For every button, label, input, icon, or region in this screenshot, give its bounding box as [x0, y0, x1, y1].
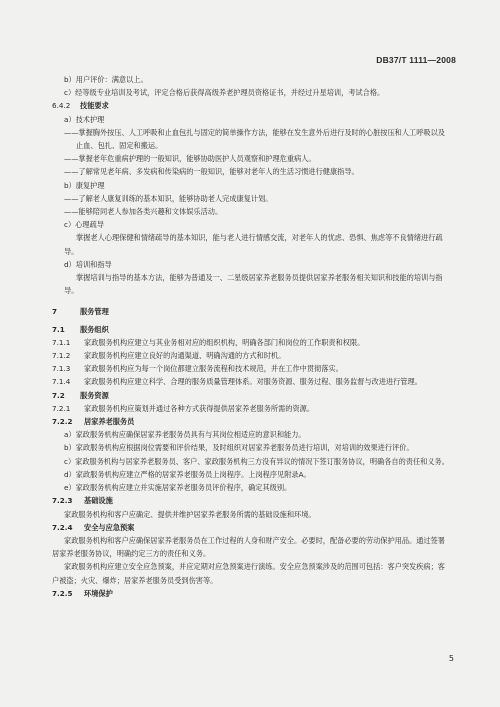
section-number: 7.2.2: [52, 417, 73, 427]
list-item: ——了解常见老年病、多发病和传染病的一般知识，能够对老年人的生活习惯进行健康指导。: [64, 167, 359, 177]
section-title: 服务组织: [80, 324, 109, 334]
clause-text: 家政服务机构应建立与其业务相对应的组织机构，明确各部门和岗位的工作职责和权限。: [84, 337, 365, 347]
list-item: d）家政服务机构应建立严格的居家养老服务员上岗程序。上岗程序见附录A。: [64, 469, 311, 479]
section-heading: [52, 323, 452, 336]
section-heading: [52, 521, 452, 534]
clause: [52, 336, 452, 349]
clause: [52, 402, 452, 415]
clause-text: 家政服务机构应建立科学、合理的服务质量管理体系。对服务资源、服务过程、服务监督与改进进行管理。: [84, 377, 422, 387]
clause-number: 7.1.1: [52, 337, 71, 347]
doc-code-header: DB37/T 1111—2008: [376, 55, 456, 65]
list-item: b）用户评价：满意以上。: [64, 75, 148, 84]
section-number: 7.2.3: [52, 496, 73, 506]
paragraph: 家政服务机构和客户应确保居家养老服务员在工作过程的人身和财产安全。必要时，配备必要的劳动保护用品。通过签署居家养老服务协议，明确约定三方的责任和义务。: [52, 535, 445, 559]
clause-text: 家政服务机构应策划并通过各种方式获得提供居家养老服务所需的资源。: [84, 403, 315, 413]
clause-text: 家政服务机构应为每一个岗位都建立服务流程和技术规范，并在工作中贯彻落实。: [84, 364, 343, 374]
section-heading: [52, 587, 452, 600]
section-number: 7.1: [52, 324, 65, 334]
section-number: 7.2: [52, 390, 65, 400]
document-body: [52, 73, 452, 600]
section-number: 6.4.2: [52, 101, 71, 111]
clause-number: 7.1.3: [52, 364, 71, 374]
list-item: ——掌握老年危重病护理的一般知识，能够协助医护人员观察和护理危重病人。: [64, 154, 316, 164]
section-title: 基础设施: [84, 496, 113, 506]
chapter-heading: [52, 305, 452, 318]
list-item: e）家政服务机构应建立并实施居家养老服务员评价程序，确定其级别。: [64, 483, 292, 493]
clause-number: 7.1.2: [52, 351, 71, 361]
section-title: 技能要求: [80, 101, 109, 111]
list-item: ——能够陪同老人参加各类兴趣和文体娱乐活动。: [64, 207, 223, 217]
clause-number: 7.2.1: [52, 403, 71, 413]
section-title: 环境保护: [84, 588, 113, 598]
section-heading: [52, 389, 452, 402]
section-heading: [52, 99, 452, 112]
page-number: 5: [448, 654, 454, 663]
section-number: 7.2.4: [52, 522, 73, 532]
chapter-number: 7: [52, 307, 58, 317]
list-item: b）家政服务机构应根据岗位需要和评价结果，及时组织对居家养老服务员进行培训，对培训的效果进行评价。: [64, 443, 414, 453]
list-item: ——了解老人康复训练的基本知识，能够协助老人完成康复计划。: [64, 193, 273, 203]
chapter-title: 服务管理: [80, 307, 109, 317]
clause-number: 7.1.4: [52, 377, 71, 387]
section-heading: [52, 415, 452, 428]
list-item: d）培训和指导: [64, 259, 112, 269]
list-item: ——掌握胸外按压、人工呼吸和止血包扎与固定的简单操作方法，能够在发生意外后进行及时的心脏按压和人工呼吸以及止血、包扎、固定和搬运。: [64, 127, 445, 151]
paragraph: 掌握培训与指导的基本方法，能够为普通及一、二星级居家养老服务员提供居家养老服务相关知识和技能的培训与指导。: [64, 273, 443, 296]
clause: [52, 362, 452, 375]
section-title: 服务资源: [80, 390, 109, 400]
clause: [52, 375, 452, 388]
section-heading: [52, 494, 452, 507]
clause-text: 家政服务机构应建立良好的沟通渠道、明确沟通的方式和时机。: [84, 351, 286, 361]
paragraph: 家政服务机构和客户应确定、提供并维护居家养老服务所需的基础设施和环境。: [64, 509, 316, 519]
list-item: b）康复护理: [64, 180, 105, 190]
section-number: 7.2.5: [52, 588, 73, 598]
paragraph: 家政服务机构应建立安全应急预案，并应定期对应急预案进行演练。安全应急预案涉及的范围可包括：客户突发疾病；客户被盗；火灾、爆炸；居家养老服务员受到伤害等。: [52, 562, 445, 585]
list-item: c）心理疏导: [64, 220, 104, 230]
list-item: c）家政服务机构与居家养老服务员、客户、家政服务机构三方没有异议的情况下签订服务协议，明确各自的责任和义务。: [64, 456, 449, 466]
list-item: a）技术护理: [64, 114, 105, 124]
section-title: 居家养老服务员: [84, 417, 135, 427]
section-title: 安全与应急预案: [84, 522, 135, 532]
paragraph: 掌握老人心理保健和情绪疏导的基本知识，能与老人进行情感交流，对老年人的忧虑、恐惧、焦虑等不良情绪进行疏导。: [64, 233, 443, 256]
list-item: a）家政服务机构应确保居家养老服务员具有与其岗位相适应的意识和能力。: [64, 430, 306, 440]
clause: [52, 349, 452, 362]
list-item: c）经等级专业培训及考试，评定合格后获得高级养老护理员资格证书，并经过升星培训，考试合格。: [64, 88, 385, 98]
